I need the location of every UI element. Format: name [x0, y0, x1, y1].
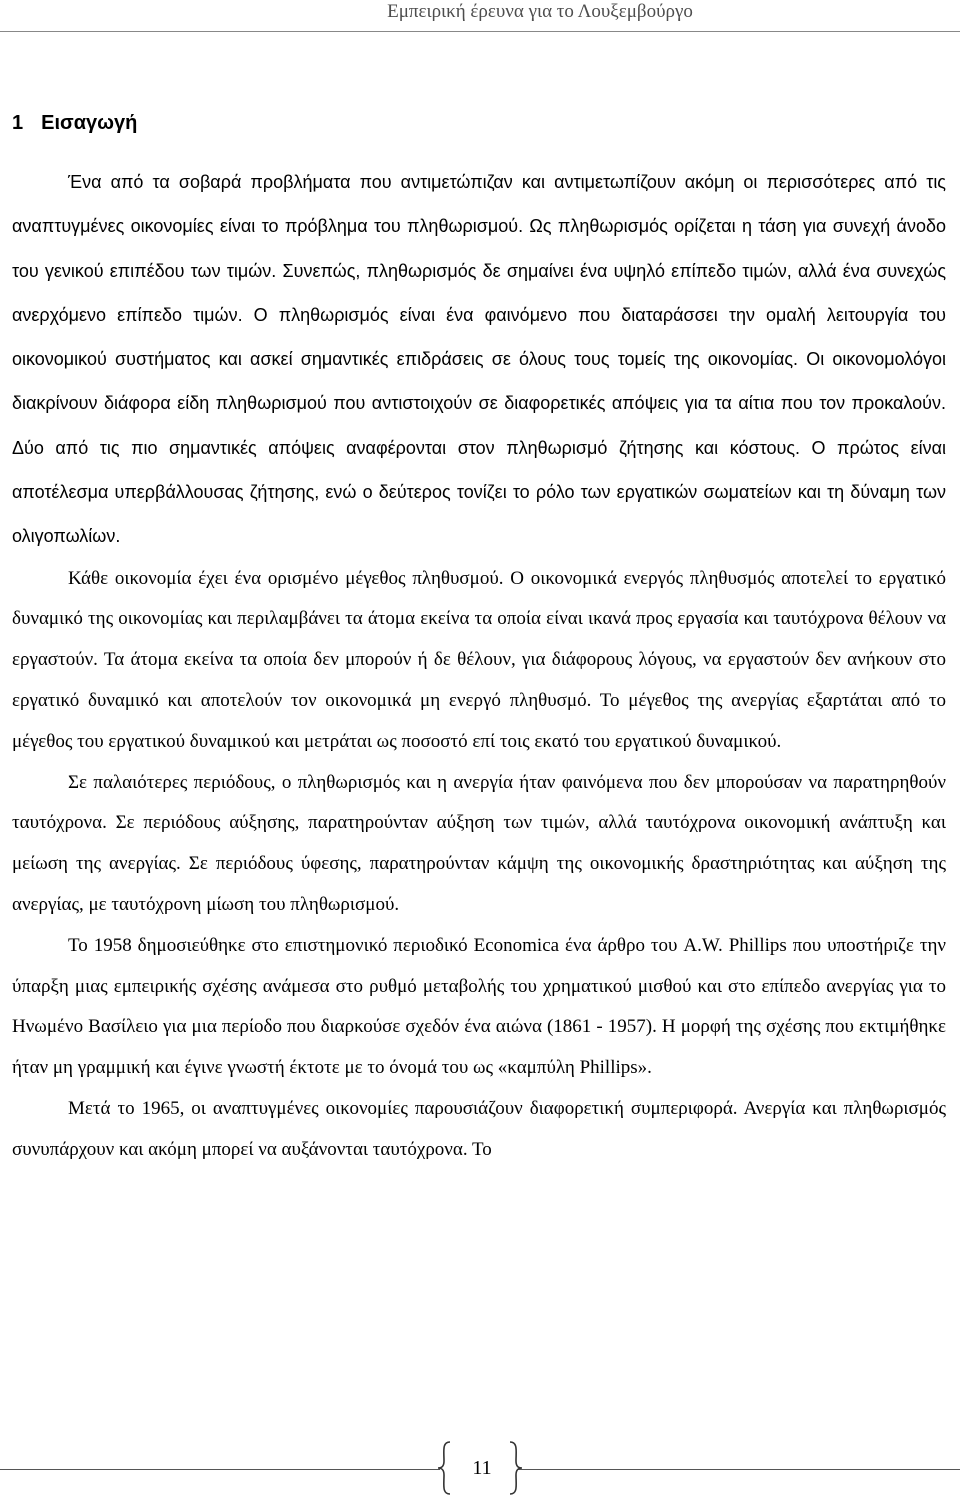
- page-number: 11: [472, 1457, 492, 1479]
- footer-rule-left: [0, 1469, 440, 1470]
- section-heading: [12, 112, 137, 135]
- running-header: [0, 0, 960, 32]
- section-number: 1: [12, 112, 24, 134]
- section-title: Εισαγωγή: [41, 112, 138, 134]
- footer-rule-right: [518, 1469, 960, 1470]
- page-footer: [0, 1437, 960, 1495]
- body-text: [12, 160, 946, 1171]
- paragraph-after-1965: Μετά το 1965, οι αναπτυγμένες οικονομίες παρουσιάζουν διαφορετική συμπεριφορά. Ανεργία και πληθωρισμός συνυπάρχουν και ακόμη μπορεί να αυξάνονται ταυτόχρονα. Το: [12, 1098, 946, 1160]
- paragraph-phillips-curve: Το 1958 δημοσιεύθηκε στο επιστημονικό περιοδικό Economica ένα άρθρο του A.W. Phillips που υποστήριζε την ύπαρξη μιας εμπειρικής σχέσης ανάμεσα στο ρυθμό μεταβολής του χρηματικού μισθού και στο επίπεδο ανεργίας για το Ηνωμένο Βασίλειο για μια περίοδο που διαρκούσε σχεδόν ένα αιώνα (1861 - 1957). Η μορφή της σχέσης που εκτιμήθηκε ήταν μη γραμμική και έγινε γνωστή έκτοτε με το όνομά του ως «καμπύλη Phillips».: [12, 934, 946, 1079]
- paragraph-labor-force: Κάθε οικονομία έχει ένα ορισμένο μέγεθος πληθυσμού. Ο οικονομικά ενεργός πληθυσμός αποτελεί το εργατικό δυναμικό της οικονομίας και περιλαμβάνει τα άτομα εκείνα τα οποία είναι ικανά προς εργασία και ταυτόχρονα θέλουν να εργαστούν. Τα άτομα εκείνα τα οποία δεν μπορούν ή δε θέλουν, για διάφορους λόγους, να εργαστούν δεν ανήκουν στο εργατικό δυναμικό και αποτελούν τον οικονομικά μη ενεργό πληθυσμό. Το μέγεθος της ανεργίας εξαρτάται από το μέγεθος του εργατικού δυναμικού και μετράται ως ποσοστό επί τοις εκατό του εργατικού δυναμικού.: [12, 567, 946, 752]
- right-brace-icon: [508, 1441, 524, 1495]
- paragraph-inflation: Ένα από τα σοβαρά προβλήματα που αντιμετώπιζαν και αντιμετωπίζουν ακόμη οι περισσότερες από τις αναπτυγμένες οικονομίες είναι το πρόβλημα του πληθωρισμού. Ως πληθωρισμός ορίζεται η τάση για συνεχή άνοδο του γενικού επιπέδου των τιμών. Συνεπώς, πληθωρισμός δε σημαίνει ένα υψηλό επίπεδο τιμών, αλλά ένα συνεχώς ανερχόμενο επίπεδο τιμών. Ο πληθωρισμός είναι ένα φαινόμενο που διαταράσσει την ομαλή λειτουργία του οικονομικού συστήματος και ασκεί σημαντικές επιδράσεις σε όλους τους τομείς της οικονομίας. Οι οικονομολόγοι διακρίνουν διάφορα είδη πληθωρισμού που αντιστοιχούν σε διαφορετικές απόψεις για τα αίτια που τον προκαλούν. Δύο από τις πιο σημαντικές απόψεις αναφέρονται στον πληθωρισμό ζήτησης και κόστους. Ο πρώτος είναι αποτέλεσμα υπερβάλλουσας ζήτησης, ενώ ο δεύτερος τονίζει το ρόλο των εργατικών σωματείων και τη δύναμη των ολιγοπωλίων.: [12, 172, 946, 547]
- running-header-title: Εμπειρική έρευνα για το Λουξεμβούργο: [387, 1, 693, 22]
- paragraph-past-periods: Σε παλαιότερες περιόδους, ο πληθωρισμός και η ανεργία ήταν φαινόμενα που δεν μπορούσαν να παρατηρηθούν ταυτόχρονα. Σε περιόδους αύξησης, παρατηρούνταν αύξηση των τιμών, αλλά ταυτόχρονα οικονομική ανάπτυξη και μείωση της ανεργίας. Σε περιόδους ύφεσης, παρατηρούνταν κάμψη της οικονομικής δραστηριότητας και αύξηση της ανεργίας, με ταυτόχρονη μίωση του πληθωρισμού.: [12, 771, 946, 916]
- left-brace-icon: [436, 1441, 452, 1495]
